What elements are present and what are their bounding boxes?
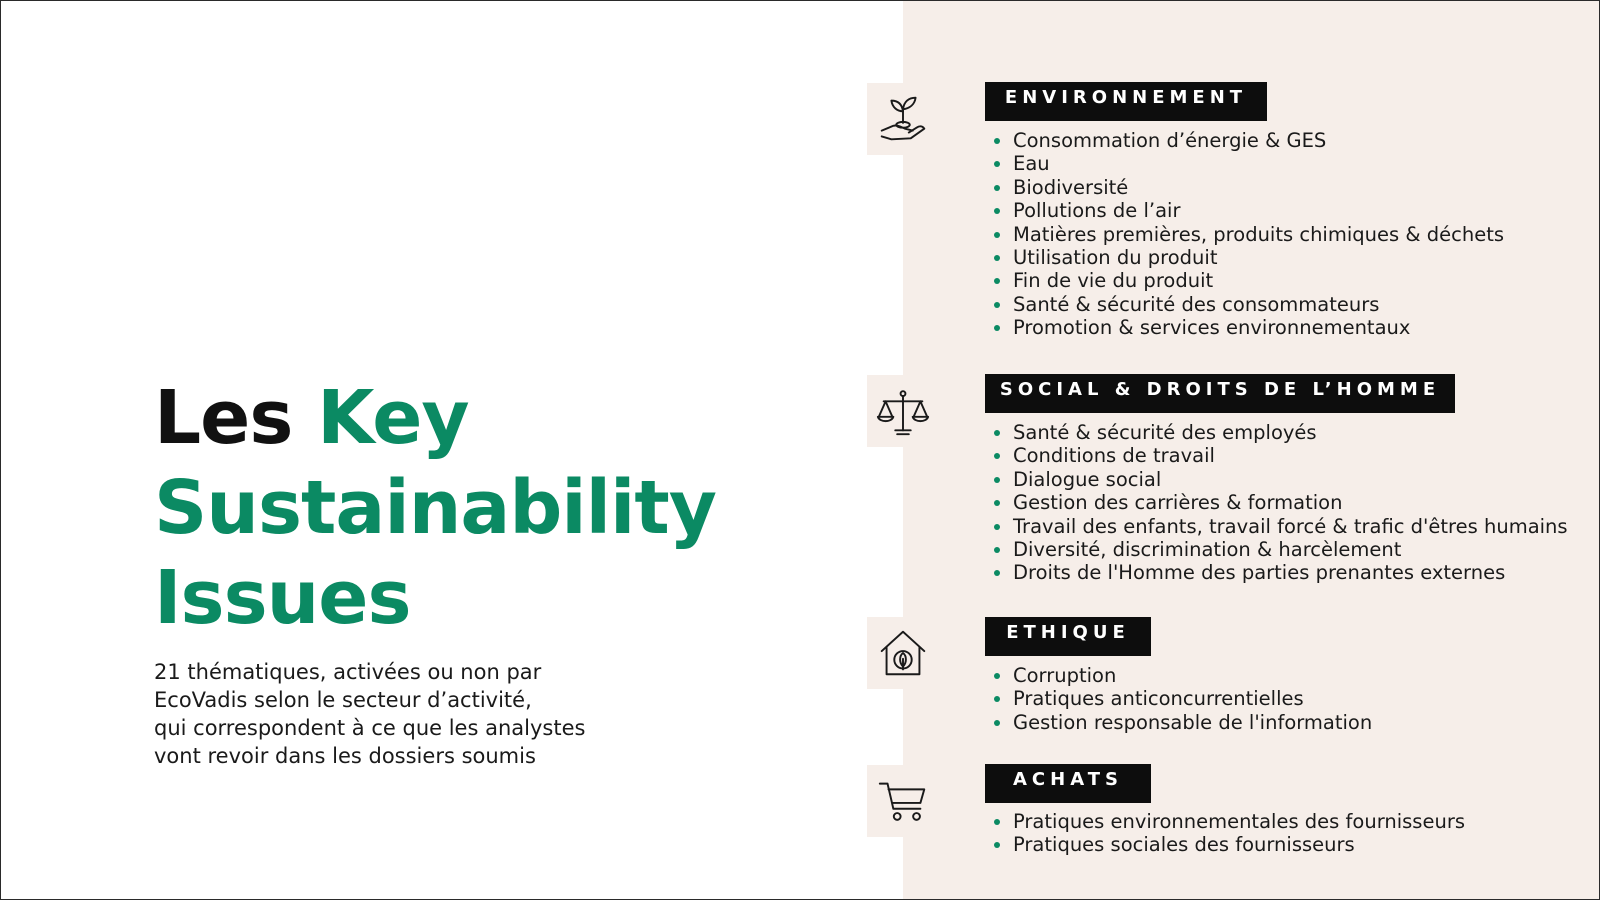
eco-house-icon xyxy=(867,617,939,689)
list-item-text: Gestion des carrières & formation xyxy=(1013,491,1343,515)
list-item xyxy=(991,176,1504,199)
list-item xyxy=(991,711,1372,734)
list-item xyxy=(991,223,1504,246)
list-item xyxy=(991,833,1465,856)
list-item-text: Droits de l'Homme des parties prenantes externes xyxy=(1013,561,1506,585)
list-item xyxy=(991,421,1568,444)
subtitle-line: qui correspondent à ce que les analystes xyxy=(154,716,586,740)
bullet-icon xyxy=(994,696,1000,702)
list-item xyxy=(991,561,1568,584)
list-item xyxy=(991,246,1504,269)
bullet-icon xyxy=(994,161,1000,167)
list-item-text: Santé & sécurité des consommateurs xyxy=(1013,292,1380,316)
subtitle xyxy=(154,658,674,770)
bullet-icon xyxy=(994,208,1000,214)
list-ethique xyxy=(991,664,1372,734)
subtitle-line: 21 thématiques, activées ou non par xyxy=(154,660,542,684)
scales-icon xyxy=(867,375,939,447)
title-line-1 xyxy=(154,375,469,461)
bullet-icon xyxy=(994,138,1000,144)
section-header-ethique: ETHIQUE xyxy=(985,617,1151,656)
list-achats xyxy=(991,810,1465,857)
bullet-icon xyxy=(994,185,1000,191)
list-item-text: Gestion responsable de l'information xyxy=(1013,710,1373,734)
list-item xyxy=(991,538,1568,561)
list-item xyxy=(991,293,1504,316)
list-item xyxy=(991,515,1568,538)
section-header-environnement: ENVIRONNEMENT xyxy=(985,82,1267,121)
bullet-icon xyxy=(994,547,1000,553)
list-item-text: Pratiques environnementales des fournisseurs xyxy=(1013,810,1465,833)
subtitle-line: EcoVadis selon le secteur d’activité, xyxy=(154,688,532,712)
list-item xyxy=(991,269,1504,292)
bullet-icon xyxy=(994,232,1000,238)
list-item xyxy=(991,129,1504,152)
bullet-icon xyxy=(994,570,1000,576)
subtitle-line: vont revoir dans les dossiers soumis xyxy=(154,744,536,768)
list-item xyxy=(991,152,1504,175)
list-item-text: Matières premières, produits chimiques & déchets xyxy=(1013,222,1505,246)
list-item xyxy=(991,664,1372,687)
list-item-text: Utilisation du produit xyxy=(1013,246,1218,270)
list-item-text: Promotion & services environnementaux xyxy=(1013,316,1411,340)
bullet-icon xyxy=(994,819,1000,825)
section-header-social: SOCIAL & DROITS DE L’HOMME xyxy=(985,374,1455,413)
list-environnement xyxy=(991,129,1504,340)
plant-in-hand-icon xyxy=(867,83,939,155)
list-item-text: Corruption xyxy=(1013,664,1117,687)
bullet-icon xyxy=(994,325,1000,331)
list-item-text: Conditions de travail xyxy=(1013,444,1215,468)
bullet-icon xyxy=(994,842,1000,848)
page-title xyxy=(154,373,716,643)
bullet-icon xyxy=(994,453,1000,459)
list-item-text: Eau xyxy=(1013,152,1050,176)
list-item-text: Dialogue social xyxy=(1013,467,1162,491)
bullet-icon xyxy=(994,430,1000,436)
list-item-text: Biodiversité xyxy=(1013,175,1129,199)
bullet-icon xyxy=(994,720,1000,726)
list-item-text: Santé & sécurité des employés xyxy=(1013,421,1317,444)
bullet-icon xyxy=(994,278,1000,284)
bullet-icon xyxy=(994,500,1000,506)
list-item-text: Fin de vie du produit xyxy=(1013,269,1214,293)
list-item-text: Pratiques sociales des fournisseurs xyxy=(1013,833,1355,857)
list-item-text: Diversité, discrimination & harcèlement xyxy=(1013,538,1402,562)
section-header-achats: ACHATS xyxy=(985,764,1151,803)
list-item xyxy=(991,468,1568,491)
list-item-text: Travail des enfants, travail forcé & trafic d'êtres humains xyxy=(1013,514,1568,538)
list-item xyxy=(991,491,1568,514)
bullet-icon xyxy=(994,673,1000,679)
title-word-les: Les xyxy=(154,375,293,461)
list-item-text: Consommation d’énergie & GES xyxy=(1013,129,1327,152)
title-word-key: Key xyxy=(317,375,469,461)
bullet-icon xyxy=(994,302,1000,308)
list-item xyxy=(991,199,1504,222)
shopping-cart-icon xyxy=(867,765,939,837)
list-social xyxy=(991,421,1568,585)
title-line-2: Sustainability xyxy=(154,465,716,551)
bullet-icon xyxy=(994,524,1000,530)
list-item xyxy=(991,687,1372,710)
list-item-text: Pratiques anticoncurrentielles xyxy=(1013,687,1304,711)
bullet-icon xyxy=(994,477,1000,483)
bullet-icon xyxy=(994,255,1000,261)
title-line-3: Issues xyxy=(154,555,411,641)
list-item xyxy=(991,316,1504,339)
list-item-text: Pollutions de l’air xyxy=(1013,199,1181,223)
list-item xyxy=(991,810,1465,833)
list-item xyxy=(991,444,1568,467)
